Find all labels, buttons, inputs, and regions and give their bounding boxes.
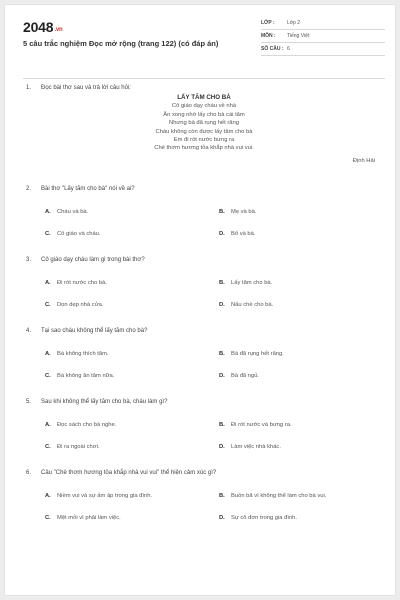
meta-info-table [261,17,385,56]
worksheet-page [4,4,396,596]
option-text: Đi rót nước cho bà. [57,280,107,286]
question-number: 4. [26,328,32,334]
option-b[interactable] [219,209,256,215]
meta-value: Tiếng Việt [287,33,310,39]
question-number: 2. [26,186,32,192]
option-letter: C. [45,444,51,450]
option-a[interactable] [45,280,107,286]
poem-author: Định Hải [352,158,375,164]
option-letter: C. [45,302,51,308]
option-d[interactable] [219,231,256,237]
poem-line: Chè thơm hương tỏa khắp nhà vui vui. [154,145,254,152]
poem-line: Em đi rót nước bưng ra [173,137,235,144]
question-text: Câu "Chè thơm hương tỏa khắp nhà vui vui" thể hiện cảm xúc gì? [41,470,217,476]
option-letter: A. [45,422,51,428]
meta-label: LỚP : [261,20,275,26]
poem [23,94,385,153]
logo-suffix: .vn [54,27,63,33]
option-text: Bố và bà. [231,231,256,237]
option-letter: C. [45,373,51,379]
option-text: Làm việc nhà khác. [231,444,281,450]
page-header [23,17,385,67]
option-text: Sự cô đơn trong gia đình. [231,515,298,521]
question-text: Sau khi không thể lấy tăm cho bà, cháu làm gì? [41,399,168,405]
question-number: 5. [26,399,32,405]
option-text: Mệt mỏi vì phải làm việc. [57,515,121,521]
option-a[interactable] [45,351,109,357]
option-letter: B. [219,280,225,286]
option-text: Nấu chè cho bà. [231,302,274,308]
poem-line: Nhưng bà đã rụng hết răng [169,120,239,127]
question-1 [23,85,385,175]
question-text: Cô giáo dạy cháu làm gì trong bài thơ? [41,257,145,263]
option-d[interactable] [219,302,273,308]
option-b[interactable] [219,422,292,428]
option-text: Lấy tăm cho bà. [231,280,273,286]
option-letter: D. [219,444,225,450]
poem-line: Cháu không còn được lấy tăm cho bà [155,128,253,135]
option-letter: B. [219,351,225,357]
option-letter: B. [219,209,225,215]
question-number: 6. [26,470,32,476]
option-text: Bà không thích tăm. [57,351,109,357]
option-letter: D. [219,515,225,521]
option-c[interactable] [45,302,103,308]
option-letter: A. [45,209,51,215]
option-text: Đi ra ngoài chơi. [57,444,100,450]
option-letter: C. [45,231,51,237]
meta-row-count [261,43,385,56]
question-6 [23,470,385,530]
option-d[interactable] [219,373,259,379]
option-a[interactable] [45,209,88,215]
option-c[interactable] [45,373,114,379]
option-b[interactable] [219,280,272,286]
option-b[interactable] [219,493,326,499]
meta-label: SỐ CÂU : [261,46,284,52]
question-text: Bài thơ "Lấy tăm cho bà" nói về ai? [41,186,135,192]
option-text: Cháu và bà. [57,209,89,215]
question-3 [23,257,385,317]
option-letter: D. [219,302,225,308]
option-text: Buồn bã vì không thể làm cho bà vui. [231,493,327,499]
option-letter: B. [219,493,225,499]
option-c[interactable] [45,231,101,237]
question-4 [23,328,385,388]
question-text: Tại sao cháu không thể lấy tăm cho bà? [41,328,148,334]
option-text: Bà đã rụng hết răng. [231,351,284,357]
question-number: 1. [26,85,32,91]
header-divider [23,78,385,79]
option-a[interactable] [45,493,152,499]
option-d[interactable] [219,444,281,450]
poem-line: Cô giáo dạy cháu về nhà [171,103,237,110]
meta-value: Lớp 2 [287,20,301,26]
option-letter: A. [45,493,51,499]
option-text: Cô giáo và cháu. [57,231,101,237]
poem-title: LẤY TĂM CHO BÀ [177,94,231,101]
page-title: 5 câu trắc nghiệm Đọc mở rộng (trang 122) (có đáp án) [23,39,219,48]
poem-line: Ăn xong nhớ lấy cho bà cái tăm [163,111,245,118]
option-text: Mẹ và bà. [231,209,257,215]
option-text: Bà đã ngủ. [231,373,260,379]
question-text: Đọc bài thơ sau và trả lời câu hỏi: [41,85,131,91]
option-b[interactable] [219,351,284,357]
question-number: 3. [26,257,32,263]
option-a[interactable] [45,422,116,428]
option-letter: A. [45,280,51,286]
meta-label: MÔN : [261,33,276,39]
option-letter: B. [219,422,225,428]
meta-value: 6 [287,46,290,52]
option-letter: D. [219,231,225,237]
option-letter: C. [45,515,51,521]
meta-row-class [261,17,385,30]
option-text: Dọn dẹp nhà cửa. [57,302,104,308]
meta-row-subject [261,30,385,43]
option-text: Niềm vui và sự ấm áp trong gia đình. [57,493,153,499]
option-c[interactable] [45,444,99,450]
site-logo[interactable] [23,19,62,35]
option-text: Bà không ăn tăm nữa. [57,373,115,379]
question-5 [23,399,385,459]
option-letter: D. [219,373,225,379]
logo-text: 2048 [23,19,54,35]
option-text: Đọc sách cho bà nghe. [57,422,117,428]
option-text: Đi rót nước và bưng ra. [231,422,292,428]
option-letter: A. [45,351,51,357]
option-c[interactable] [45,515,121,521]
option-d[interactable] [219,515,297,521]
question-2 [23,186,385,246]
